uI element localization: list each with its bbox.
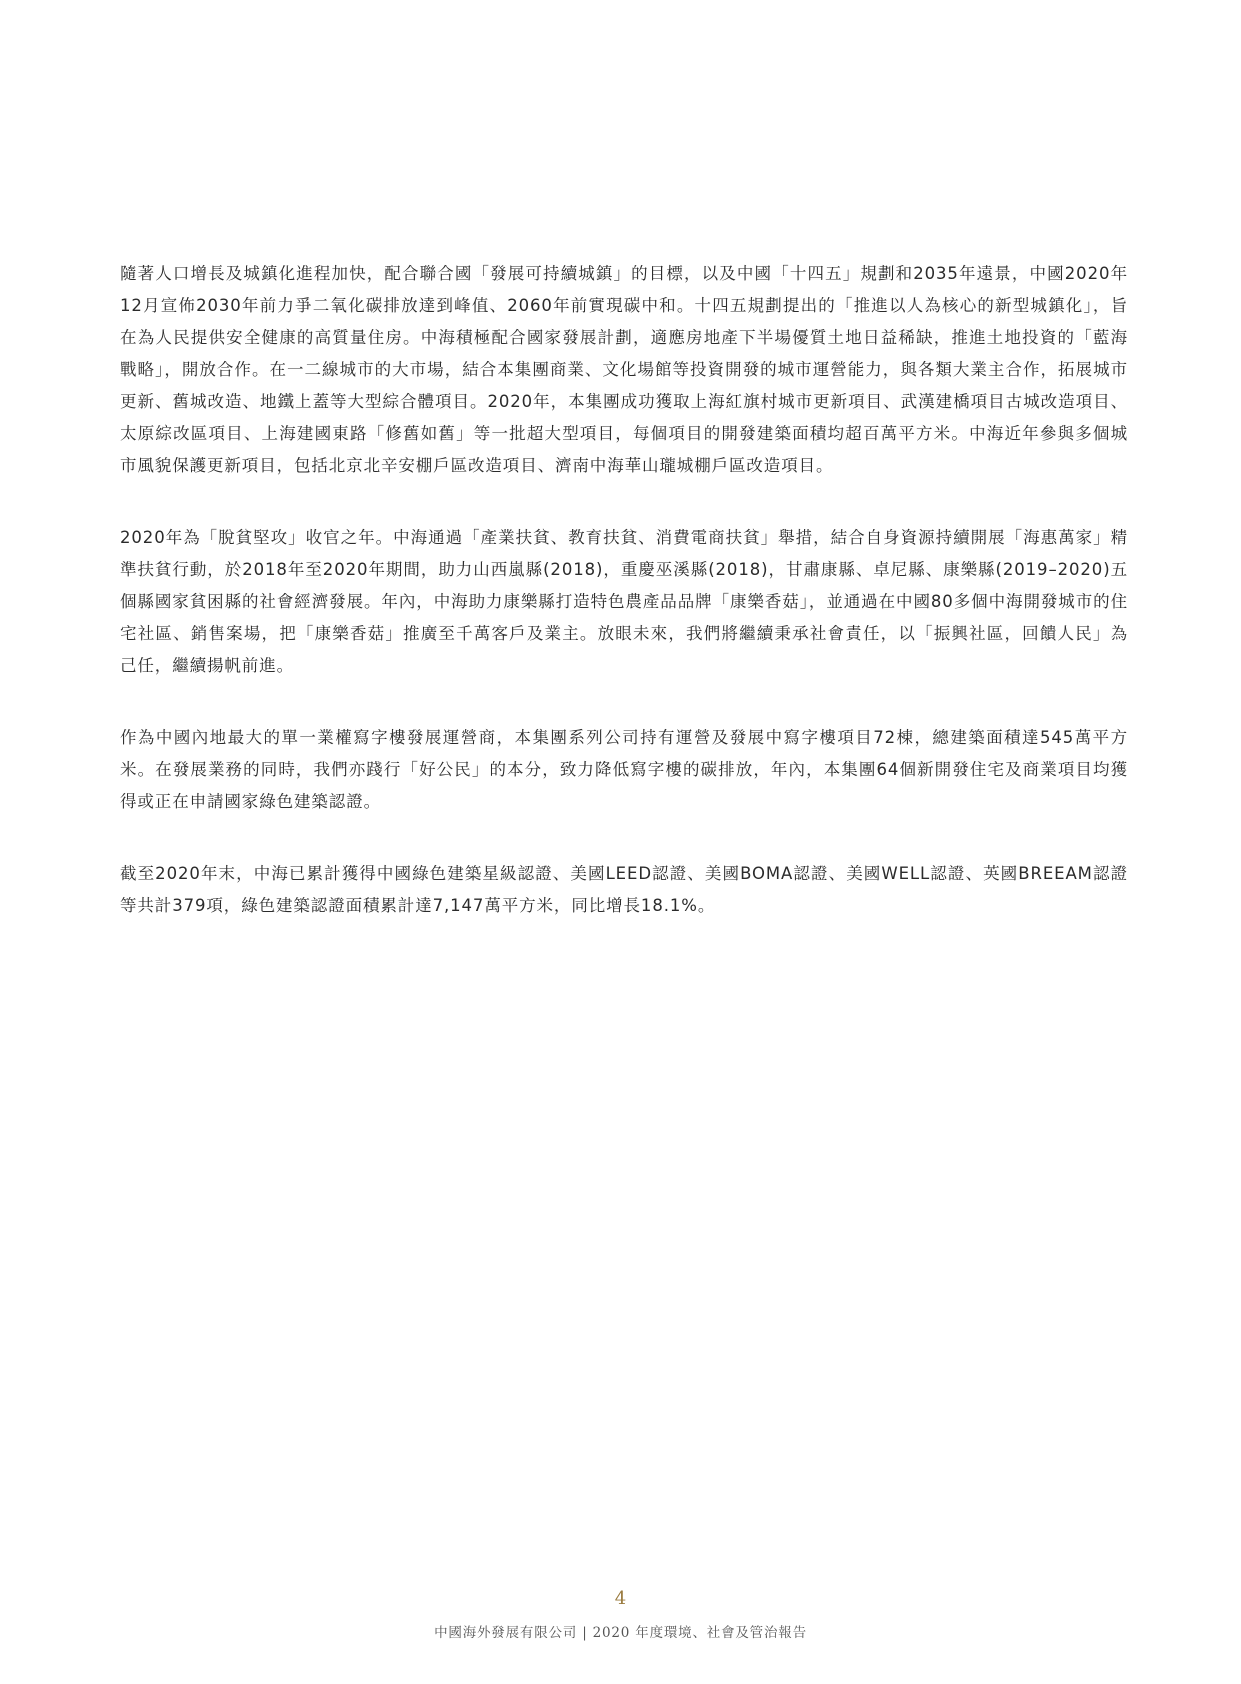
paragraph-green-certification: 截至2020年末，中海已累計獲得中國綠色建築星級認證、美國LEED認證、美國BOMA認證、美國WELL認證、英國BREEAM認證等共計379項，綠色建築認證面積累計達7,147萬平方米，同比增長18.1%。 (120, 864, 1128, 915)
paragraph-poverty-alleviation: 2020年為「脫貧堅攻」收官之年。中海通過「產業扶貧、教育扶貧、消費電商扶貧」舉措，結合自身資源持續開展「海惠萬家」精準扶貧行動，於2018年至2020年期間，助力山西嵐縣(2018)，重慶巫溪縣(2018)，甘肅康縣、卓尼縣、康樂縣(2019–2020)五個縣國家貧困縣的社會經濟發展。年內，中海助力康樂縣打造特色農產品品牌「康樂香菇」，並通過在中國80多個中海開發城市的住宅社區、銷售案場，把「康樂香菇」推廣至千萬客戶及業主。放眼未來，我們將繼續秉承社會責任，以「振興社區，回饋人民」為己任，繼續揚帆前進。 (120, 528, 1128, 675)
main-content (120, 258, 1128, 962)
paragraph-office-buildings: 作為中國內地最大的單一業權寫字樓發展運營商，本集團系列公司持有運營及發展中寫字樓項目72棟，總建築面積達545萬平方米。在發展業務的同時，我們亦踐行「好公民」的本分，致力降低寫字樓的碳排放，年內，本集團64個新開發住宅及商業項目均獲得或正在申請國家綠色建築認證。 (120, 728, 1128, 811)
page-number: 4 (614, 1588, 627, 1609)
paragraph-urbanization: 隨著人口增長及城鎮化進程加快，配合聯合國「發展可持續城鎮」的目標，以及中國「十四五」規劃和2035年遠景，中國2020年12月宣佈2030年前力爭二氧化碳排放達到峰值、2060年前實現碳中和。十四五規劃提出的「推進以人為核心的新型城鎮化」，旨在為人民提供安全健康的高質量住房。中海積極配合國家發展計劃，適應房地產下半場優質土地日益稀缺，推進土地投資的「藍海戰略」，開放合作。在一二線城市的大市場，結合本集團商業、文化場館等投資開發的城市運營能力，與各類大業主合作，拓展城市更新、舊城改造、地鐵上蓋等大型綜合體項目。2020年，本集團成功獲取上海紅旗村城市更新項目、武漢建橋項目古城改造項目、太原綜改區項目、上海建國東路「修舊如舊」等一批超大型項目，每個項目的開發建築面積均超百萬平方米。中海近年參與多個城市風貌保護更新項目，包括北京北辛安棚戶區改造項目、濟南中海華山瓏城棚戶區改造項目。 (120, 264, 1128, 475)
report-footer-title: 中國海外發展有限公司 | 2020 年度環境、社會及管治報告 (434, 1625, 807, 1641)
